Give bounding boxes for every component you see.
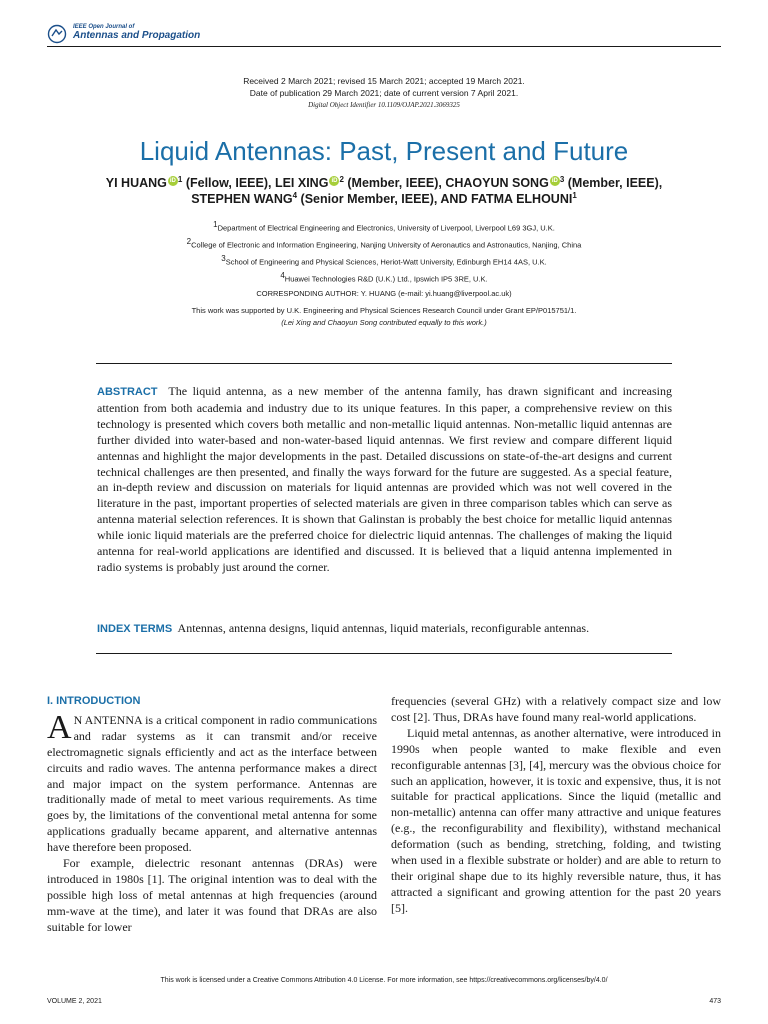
abstract-label: ABSTRACT	[97, 386, 158, 398]
author-name: STEPHEN WANG	[191, 192, 293, 207]
received-dates: Received 2 March 2021; revised 15 March 2021; accepted 19 March 2021.	[243, 76, 525, 86]
author-role: (Member, IEEE),	[567, 176, 663, 191]
column-right	[391, 694, 721, 917]
abstract-rule-top	[96, 363, 672, 364]
affiliation-number: 2	[186, 237, 192, 246]
volume-label: VOLUME 2, 2021	[47, 998, 102, 1005]
abstract	[97, 384, 672, 576]
paragraph: For example, dielectric resonant antennas (DRAs) were introduced in 1980s [1]. The original intention was to deal with the possible high loss of metal antennas at high frequencies (around mm-wave at the time), and later it was found that DRAs are also suitable for lower	[47, 856, 377, 934]
doi-line: Digital Object Identifier 10.1109/OJAP.2021.3069325	[308, 101, 460, 109]
journal-series-label: IEEE Open Journal of	[73, 24, 135, 30]
affiliation-mark: 1	[177, 175, 183, 184]
affiliation-mark: 2	[339, 175, 344, 184]
contribution-note: (Lei Xing and Chaoyun Song contributed equally to this work.)	[281, 318, 487, 327]
license-note: This work is licensed under a Creative Commons Attribution 4.0 License. For more information, see https://creativecommons.org/licenses/by/4.0/	[160, 977, 608, 984]
paper-title: Liquid Antennas: Past, Present and Future	[139, 136, 629, 166]
orcid-icon[interactable]: iD	[551, 178, 558, 184]
section-heading: I. INTRODUCTION	[47, 695, 141, 707]
index-terms	[97, 621, 672, 636]
journal-name: Antennas and Propagation	[73, 30, 201, 41]
affiliation	[0, 254, 768, 267]
abstract-rule-bottom	[96, 653, 672, 654]
orcid-icon[interactable]: iD	[331, 178, 338, 184]
affiliation-mark: 3	[559, 175, 565, 184]
journal-logo-icon	[47, 24, 67, 44]
paragraph-text: N ANTENNA is a critical component in radio communications and radar systems as it can transmit and/or receive electromagnetic signals efficiently and act as the interface between circuits and radio waves. The antenna performance makes a direct and major impact on the system performance. Antennas are traditionally made of metal to meet various requirements. As time goes by, the limitations of the conventional metal antenna for some applications gradually became apparent, and alternative antennas have therefore been proposed.	[47, 712, 377, 855]
affiliation-mark: 1	[572, 191, 577, 200]
affiliation	[0, 220, 768, 233]
affiliation	[0, 271, 768, 284]
author-role: (Fellow, IEEE), LEI XING	[185, 176, 329, 191]
affiliation-number: 4	[280, 271, 285, 280]
abstract-text: The liquid antenna, as a new member of the antenna family, has drawn significant and increasing attention from both academia and industry due to its unique features. In this paper, a comprehensive review on this technology is presented which covers both metallic and non-metallic liquid antennas. Non-metallic liquid antennas are further divided into water-based and non-water-based liquid antennas. We first review and compare different liquid antennas and highlight the major developments in the past. Detailed discussions on state-of-the-art designs and current technical challenges are then presented, and finally the ways forward for the future are suggested. As a special feature, an in-depth review and discussion on materials for liquid antennas are provided which was not well covered in the literature in the past, important properties of selected materials are given in three comparison tables which can serve as antenna material selection references. It is shown that Galinstan is probably the best choice for metallic liquid antennas while ionic liquid materials are the preferred choice for dielectric liquid antennas. The challenges of making the liquid antenna for real-world applications are identified and discussed. It is believed that a liquid antenna implemented in radio systems is probably just around the corner.	[97, 384, 672, 574]
orcid-icon[interactable]: iD	[169, 178, 176, 184]
affiliation-number: 3	[221, 254, 226, 263]
author-name: YI HUANG	[105, 176, 167, 191]
authors-line-1	[0, 175, 768, 190]
author-role: (Senior Member, IEEE), AND FATMA ELHOUNI	[300, 192, 573, 207]
paragraph	[47, 708, 377, 856]
funding-note: This work was supported by U.K. Engineering and Physical Sciences Research Council under Grant EP/P015751/1.	[191, 306, 577, 315]
affiliation-text: Department of Electrical Engineering and Electronics, University of Liverpool, Liverpool L69 3GJ, U.K.	[217, 223, 555, 233]
page-number: 473	[709, 998, 721, 1005]
affiliation-mark: 4	[292, 191, 298, 200]
authors-line-2	[0, 191, 768, 206]
publication-dates: Date of publication 29 March 2021; date of current version 7 April 2021.	[249, 88, 519, 98]
paragraph: Liquid metal antennas, as another alternative, were introduced in 1990s when people wanted to make flexible and even reconfigurable antennas [3], [4], mercury was the obvious choice for such an application, however, it is toxic and expensive, thus, it is not suitable for practical applications. Since the liquid (metallic and non-metallic) antenna can offer many attractive and unique features (e.g., the reconfigurability and flexibility), withstand mechanical deformation (such as bending, stretching, folding, and twisting when used in a flexible substrate or holder) and are able to return to their original shape due to its highly reversible nature, thus, it has attracted a significant and growing attention for the past 20 years [5].	[391, 725, 721, 915]
index-terms-text: Antennas, antenna designs, liquid antennas, liquid materials, reconfigurable antennas.	[177, 621, 590, 635]
affiliation	[0, 237, 768, 250]
drop-cap: A	[47, 708, 72, 746]
corresponding-author: CORRESPONDING AUTHOR: Y. HUANG (e-mail: yi.huang@liverpool.ac.uk)	[256, 289, 512, 298]
author-role: (Member, IEEE), CHAOYUN SONG	[347, 176, 549, 191]
affiliation-text: Huawei Technologies R&D (U.K.) Ltd., Ipswich IP5 3RE, U.K.	[284, 274, 488, 284]
affiliation-number: 1	[213, 220, 218, 229]
affiliation-text: School of Engineering and Physical Sciences, Heriot-Watt University, Edinburgh EH14 4AS, U.K.	[225, 257, 547, 267]
column-left	[47, 694, 377, 936]
paragraph: frequencies (several GHz) with a relatively compact size and low cost [2]. Thus, DRAs have found many real-world applications.	[391, 694, 721, 724]
index-terms-label: INDEX TERMS	[97, 623, 173, 635]
header-divider	[47, 46, 721, 47]
affiliation-text: College of Electronic and Information Engineering, Nanjing University of Aeronautics and Astronautics, Nanjing, China	[191, 240, 582, 250]
